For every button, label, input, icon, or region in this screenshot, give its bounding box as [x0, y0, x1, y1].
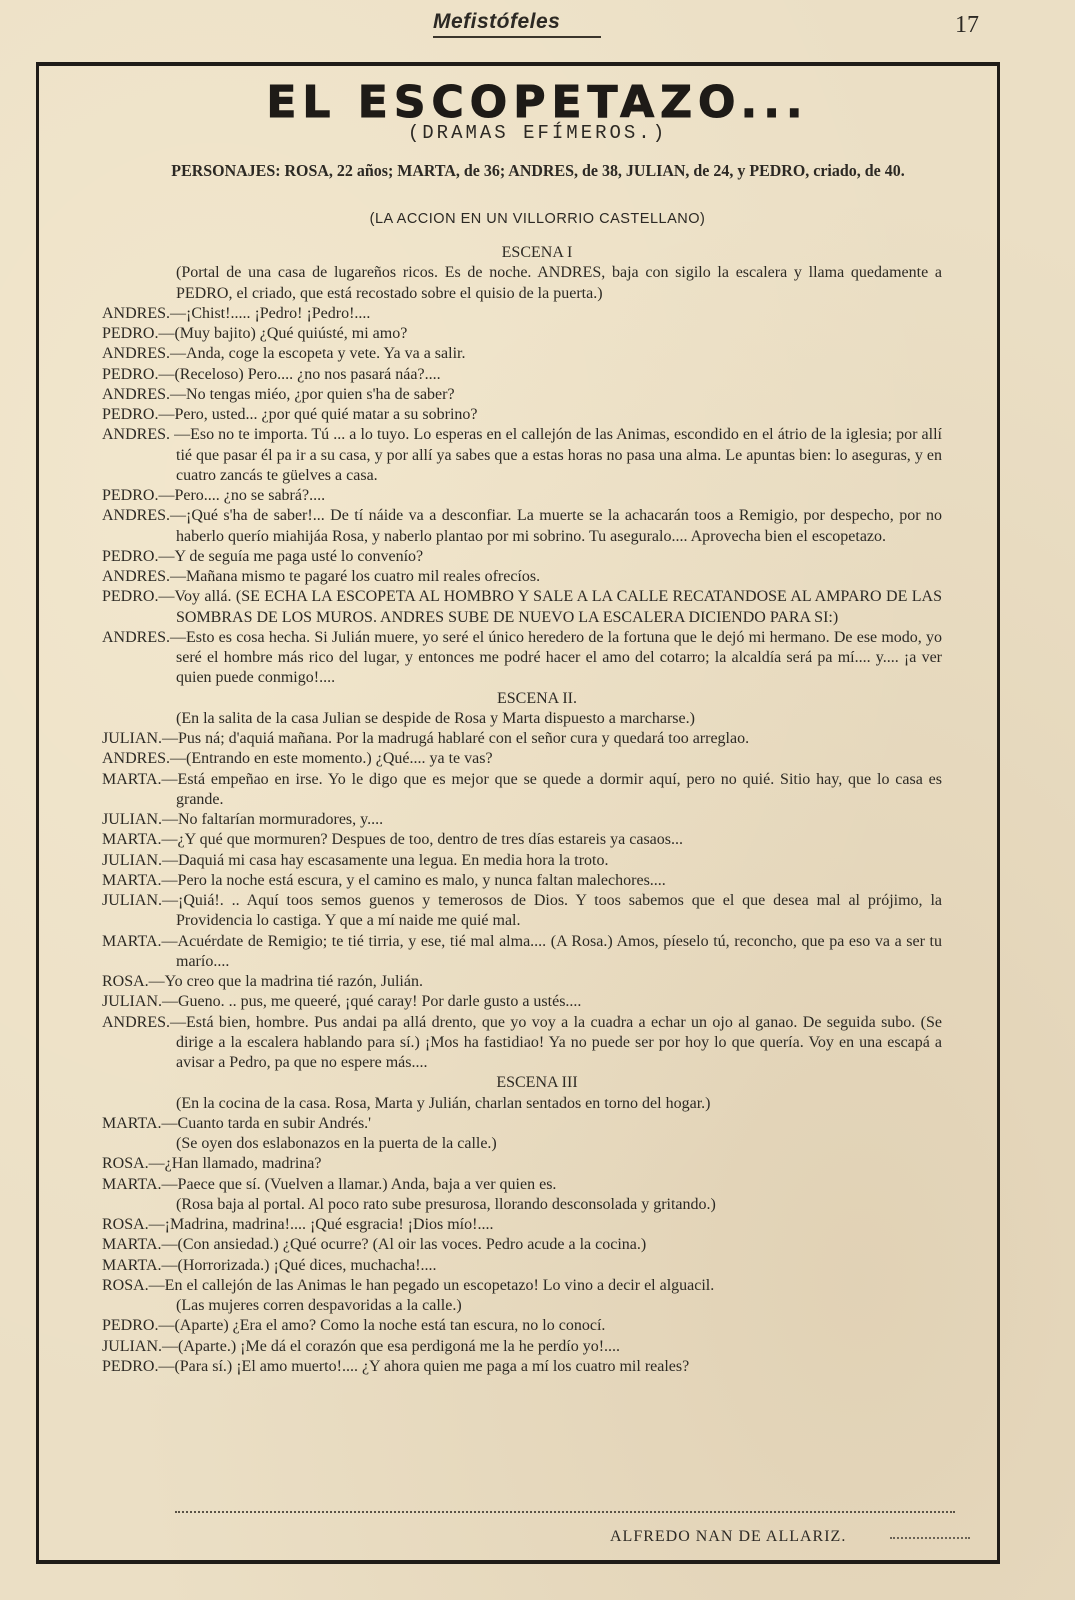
dialogue-line: PEDRO.—Pero, usted... ¿por qué quié matar a su sobrino? — [102, 406, 478, 423]
dialogue-line: JULIAN.—No faltarían mormuradores, y.... — [102, 811, 384, 828]
dialogue-line: PEDRO.—Pero.... ¿no se sabrá?.... — [102, 487, 326, 504]
stage-direction: (Rosa baja al portal. Al poco rato sube presurosa, llorando desconsolada y gritando.) — [176, 1195, 716, 1213]
dialogue-line: ANDRES.—No tengas miéo, ¿por quien s'ha de saber? — [102, 385, 455, 403]
stage-direction: (En la cocina de la casa. Rosa, Marta y Julián, charlan sentados en torno del hogar.) — [176, 1094, 711, 1112]
dialogue-line: JULIAN.—Pus ná; d'aquiá mañana. Por la madrugá hablaré con el señor cura y quedará too arreglao. — [102, 730, 750, 747]
dialogue-line: PEDRO.—Voy allá. (SE ECHA LA ESCOPETA AL HOMBRO Y SALE A LA CALLE RECATANDOSE AL AMPARO DE LAS SOMBRAS DE LOS MUROS. ANDRES SUBE DE NUEVO LA ESCALERA DICIENDO PARA SI:) — [102, 588, 942, 626]
dialogue-line: ANDRES.—Anda, coge la escopeta y vete. Ya va a salir. — [102, 345, 466, 363]
dialogue-line: PEDRO.—(Muy bajito) ¿Qué quiústé, mi amo? — [102, 325, 408, 342]
dialogue-line: ROSA.—Yo creo que la madrina tié razón, Julián. — [102, 973, 423, 990]
dialogue-line: MARTA.—Paece que sí. (Vuelven a llamar.) Anda, baja a ver quien es. — [102, 1175, 557, 1193]
dialogue-line: JULIAN.—Daquiá mi casa hay escasamente una legua. En media hora la troto. — [102, 851, 609, 869]
dialogue-line: ROSA.—¡Madrina, madrina!.... ¡Qué esgracia! ¡Dios mío!.... — [102, 1216, 494, 1233]
dialogue-line: ANDRES.—¡Chist!..... ¡Pedro! ¡Pedro!.... — [102, 304, 371, 322]
dialogue-line: JULIAN.—Gueno. .. pus, me queeré, ¡qué caray! Por darle gusto a ustés.... — [102, 993, 582, 1011]
magazine-name-underline — [433, 36, 601, 38]
dialogue-line: ANDRES.—(Entrando en este momento.) ¿Qué.... ya te vas? — [102, 750, 493, 768]
closing-dotted-rule — [175, 1511, 955, 1515]
play-script — [102, 243, 942, 1377]
dialogue-line: PEDRO.—Y de seguía me paga usté lo convenío? — [102, 547, 424, 565]
author-dotted-rule — [890, 1537, 970, 1539]
article-subtitle: (DRAMAS EFÍMEROS.) — [407, 122, 668, 144]
dialogue-line: PEDRO.—(Aparte) ¿Era el amo? Como la noche está tan escura, no lo conocí. — [102, 1317, 606, 1335]
stage-direction: (En la salita de la casa Julian se despide de Rosa y Marta dispuesto a marcharse.) — [176, 709, 695, 727]
page-number: 17 — [955, 12, 979, 38]
setting-note: (LA ACCION EN UN VILLORRIO CASTELLANO) — [369, 211, 706, 227]
dialogue-line: ROSA.—En el callejón de las Animas le han pegado un escopetazo! Lo vino a decir el alguacil. — [102, 1276, 715, 1294]
dialogue-line: MARTA.—Está empeñao en irse. Yo le digo que es mejor que se quede a dormir aquí, pero no quié. Sitio hay, que lo casa es grande. — [102, 770, 942, 808]
magazine-name: Mefistófeles — [433, 10, 561, 33]
stage-direction: (Se oyen dos eslabonazos en la puerta de la calle.) — [176, 1135, 497, 1152]
stage-direction: (Las mujeres corren despavoridas a la calle.) — [176, 1297, 462, 1314]
dialogue-line: ANDRES.—Mañana mismo te pagaré los cuatro mil reales ofrecíos. — [102, 568, 541, 585]
dialogue-line: JULIAN.—¡Quiá!. .. Aquí toos semos guenos y temerosos de Dios. Y toos sabemos que el que desea mal al prójimo, la Providencia lo castiga. Y que a mí naide me quié mal. — [102, 892, 942, 930]
dialogue-line: MARTA.—¿Y qué que mormuren? Despues de too, dentro de tres días estareis ya casaos... — [102, 831, 683, 849]
cast-list: PERSONAJES: ROSA, 22 años; MARTA, de 36; ANDRES, de 38, JULIAN, de 24, y PEDRO, criado, de 40. — [171, 161, 905, 180]
dialogue-line: ANDRES.—Está bien, hombre. Pus andai pa allá drento, que yo voy a la cuadra a echar un ojo al ganao. De seguida subo. (Se dirige a la escalera hablando para sí.) ¡Mos ha fastidiao! Ya no puede ser por hoy lo que quería. Voy en una escapá a avisar a Pedro, pa que no espere más.... — [102, 1013, 942, 1071]
running-head — [0, 8, 1075, 42]
article-title: EL ESCOPETAZO... — [266, 77, 809, 128]
scene-heading: ESCENA I — [501, 244, 573, 261]
dialogue-line: ROSA.—¿Han llamado, madrina? — [102, 1155, 322, 1173]
dialogue-line: JULIAN.—(Aparte.) ¡Me dá el corazón que esa perdigoná me la he perdío yo!.... — [102, 1337, 621, 1355]
scene-heading: ESCENA III — [496, 1074, 578, 1092]
dialogue-line: ANDRES.—¡Qué s'ha de saber!... De tí náide va a desconfiar. La muerte se la achacarán toos a Remigio, por despecho, por no haberlo querío miahijáa Rosa, y naberlo plantao por mi sobrino. Tu aseguralo.... Aprovecha bien el escopetazo. — [102, 507, 942, 545]
dialogue-line: MARTA.—(Con ansiedad.) ¿Qué ocurre? (Al oir las voces. Pedro acude a la cocina.) — [102, 1236, 647, 1254]
scene-heading: ESCENA II. — [497, 689, 577, 707]
stage-direction: (Portal de una casa de lugareños ricos. Es de noche. ANDRES, baja con sigilo la escalera y llama quedamente a PEDRO, el criado, que está recostado sobre el quisio de la puerta.) — [176, 264, 942, 302]
dialogue-line: PEDRO.—(Para sí.) ¡El amo muerto!.... ¿Y ahora quien me paga a mí los cuatro mil reales? — [102, 1357, 690, 1375]
dialogue-line: ANDRES.—Esto es cosa hecha. Si Julián muere, yo seré el único heredero de la fortuna que le dejó mi hermano. De ese modo, yo seré el hombre más rico del lugar, y entonces me podré hacer el amo del cotarro; la alcaldía será pa mí.... y.... ¡a ver quien puede conmigo!.... — [102, 628, 942, 687]
dialogue-line: MARTA.—Acuérdate de Remigio; te tié tirria, y ese, tié mal alma.... (A Rosa.) Amos, píeselo tú, reconcho, que pa eso va a ser tu marío.... — [102, 932, 942, 970]
dialogue-line: MARTA.—(Horrorizada.) ¡Qué dices, muchacha!.... — [102, 1256, 437, 1274]
dialogue-line: MARTA.—Cuanto tarda en subir Andrés.' — [102, 1114, 372, 1132]
author-signature: ALFREDO NAN DE ALLARIZ. — [610, 1528, 847, 1545]
dialogue-line: PEDRO.—(Receloso) Pero.... ¿no nos pasará náa?.... — [102, 365, 441, 383]
dialogue-line: ANDRES. —Eso no te importa. Tú ... a lo tuyo. Lo esperas en el callejón de las Animas, escondido en el átrio de la iglesia; por allí tié que pasar él pa ir a su casa, y por allí ya sabes que a estas horas no pasa una alma. Le apuntas bien: lo aseguras, y en cuatro zancás te güelves a casa. — [102, 426, 942, 484]
dialogue-line: MARTA.—Pero la noche está escura, y el camino es malo, y nunca faltan malechores.... — [102, 871, 666, 889]
